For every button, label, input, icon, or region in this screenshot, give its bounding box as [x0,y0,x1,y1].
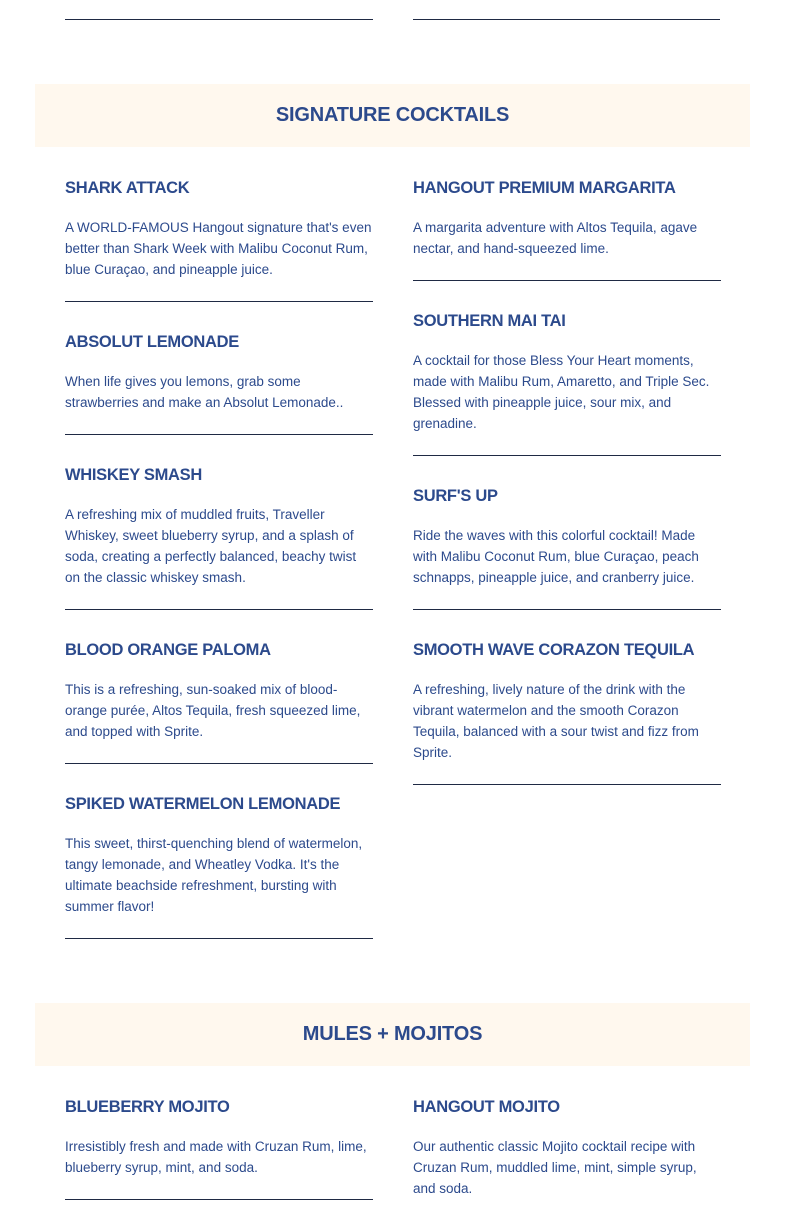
menu-item-spiked-watermelon-lemonade [65,794,373,939]
divider-line [65,609,373,610]
item-name: SOUTHERN MAI TAI [413,312,566,330]
item-name: SURF'S UP [413,487,498,505]
divider-line [413,609,721,610]
menu-item-blood-orange-paloma [65,640,373,764]
menu-item-whiskey-smash [65,465,373,610]
menu-item-smooth-wave-corazon-tequila [413,640,721,785]
item-description: Irresistibly fresh and made with Cruzan Rum, lime, blueberry syrup, mint, and soda. [65,1139,367,1175]
menu-item-southern-mai-tai [413,311,721,456]
item-name: BLOOD ORANGE PALOMA [65,641,271,659]
divider-line [65,763,373,764]
item-description: When life gives you lemons, grab some strawberries and make an Absolut Lemonade.. [65,374,344,410]
item-description: Our authentic classic Mojito cocktail recipe with Cruzan Rum, muddled lime, mint, simple syrup, and soda. [413,1139,697,1196]
item-description: A margarita adventure with Altos Tequila, agave nectar, and hand-squeezed lime. [413,220,698,256]
item-description: This is a refreshing, sun-soaked mix of blood-orange purée, Altos Tequila, fresh squeezed lime, and topped with Sprite. [65,682,361,739]
divider-line [413,784,721,785]
menu-item-hangout-mojito [413,1097,721,1199]
section-title: SIGNATURE COCKTAILS [275,104,510,126]
item-description: Ride the waves with this colorful cocktail! Made with Malibu Coconut Rum, blue Curaçao, peach schnapps, pineapple juice, and cranberry juice. [413,528,699,585]
item-name: SMOOTH WAVE CORAZON TEQUILA [413,641,695,659]
item-name: SHARK ATTACK [65,179,190,197]
section-header-signature-cocktails [35,84,750,147]
menu-item-blueberry-mojito [65,1097,373,1200]
divider-line [413,19,720,20]
section-title: MULES + MOJITOS [302,1023,483,1045]
item-name: WHISKEY SMASH [65,466,202,484]
divider-line [413,455,721,456]
item-name: HANGOUT PREMIUM MARGARITA [413,179,676,197]
divider-line [65,19,373,20]
divider-line [413,280,721,281]
item-name: HANGOUT MOJITO [413,1098,560,1116]
menu-item-shark-attack [65,178,373,302]
section-header-mules-mojitos [35,1003,750,1066]
divider-line [65,938,373,939]
item-description: A cocktail for those Bless Your Heart moments, made with Malibu Rum, Amaretto, and Triple Sec. Blessed with pineapple juice, sour mix, and grenadine. [413,353,710,431]
item-description: A refreshing mix of muddled fruits, Traveller Whiskey, sweet blueberry syrup, and a splash of soda, creating a perfectly balanced, beachy twist on the classic whiskey smash. [65,507,357,585]
menu-item-surfs-up [413,486,721,610]
item-description: A WORLD-FAMOUS Hangout signature that's even better than Shark Week with Malibu Coconut Rum, blue Curaçao, and pineapple juice. [65,220,372,277]
divider-line [65,1199,373,1200]
item-description: A refreshing, lively nature of the drink with the vibrant watermelon and the smooth Corazon Tequila, balanced with a sour twist and fizz from Sprite. [413,682,699,760]
item-name: ABSOLUT LEMONADE [65,333,239,351]
item-description: This sweet, thirst-quenching blend of watermelon, tangy lemonade, and Wheatley Vodka. It's the ultimate beachside refreshment, bursting with summer flavor! [65,836,363,914]
menu-item-absolut-lemonade [65,332,373,435]
item-name: BLUEBERRY MOJITO [65,1098,230,1116]
divider-line [65,301,373,302]
divider-line [65,434,373,435]
menu-item-hangout-premium-margarita [413,178,721,281]
item-name: SPIKED WATERMELON LEMONADE [65,795,341,813]
